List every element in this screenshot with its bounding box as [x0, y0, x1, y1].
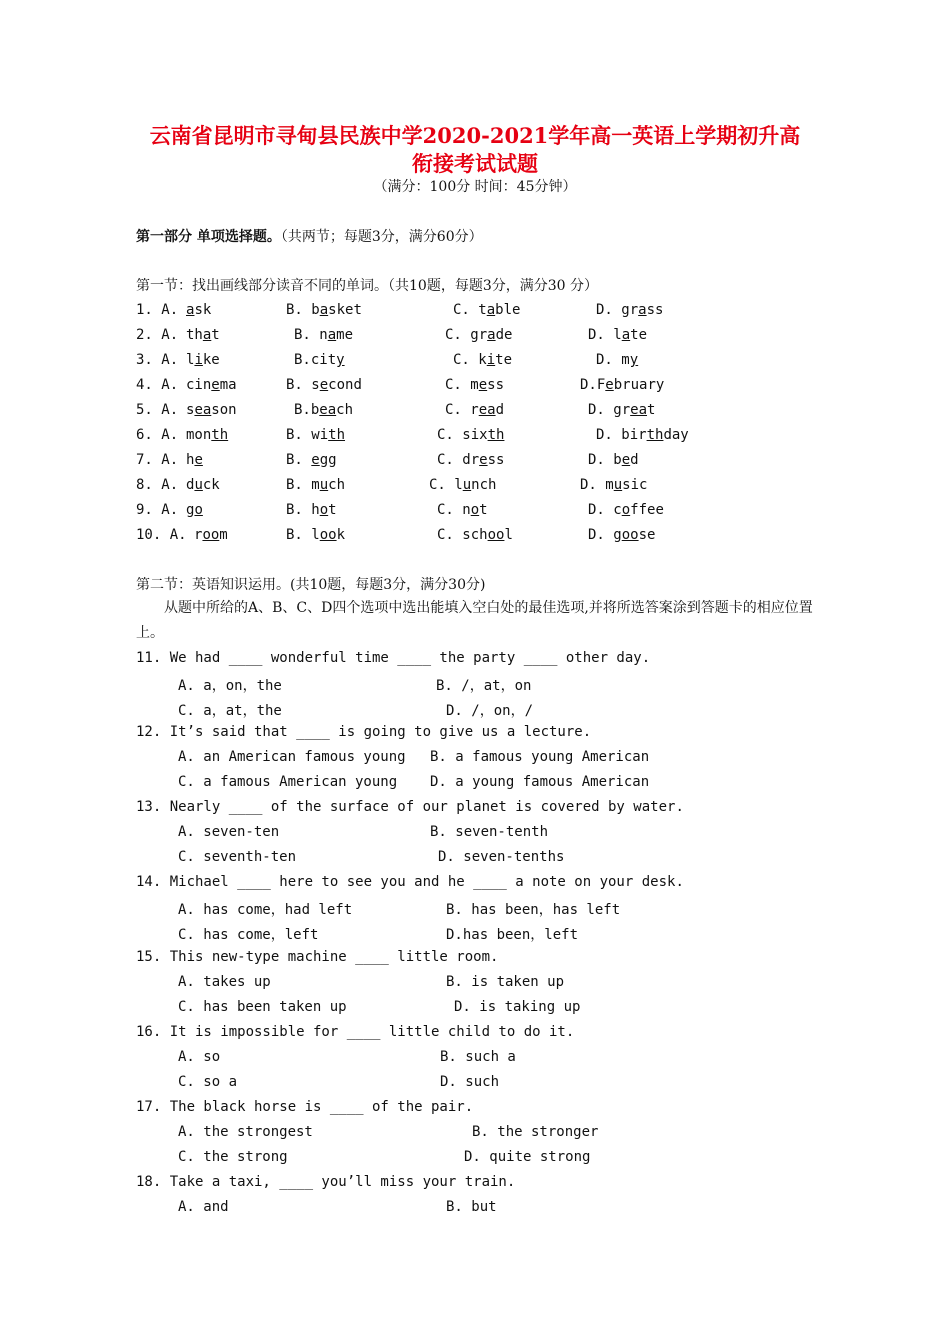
- question-stem: 13. Nearly ____ of the surface of our planet is covered by water.: [136, 799, 684, 815]
- underlined-part: oo: [202, 527, 220, 543]
- underlined-part: e: [311, 452, 320, 468]
- question-number: 4. A.: [136, 377, 179, 393]
- underlined-part: a: [319, 302, 329, 318]
- option-word: cinema: [186, 377, 237, 393]
- section2-instruction: 从题中所给的A、B、C、D四个选项中选出能填入空白处的最佳选项,并将所选答案涂到答题卡的相应位置上。: [136, 600, 813, 641]
- option-d: D. seven-tenths: [438, 849, 565, 865]
- underlined-part: e: [479, 452, 488, 468]
- option-c: C. so a: [178, 1074, 238, 1090]
- option-a: A. takes up: [178, 974, 271, 990]
- option-b: B. is taken up: [446, 974, 565, 990]
- option-word: B.city: [294, 352, 345, 368]
- option-word: B. egg: [286, 452, 337, 468]
- underlined-part: a: [486, 302, 496, 318]
- option-d: D. quite strong: [464, 1149, 591, 1165]
- option-word: D. coffee: [588, 502, 664, 518]
- underlined-part: a: [327, 327, 337, 343]
- section2-heading: 第二节：英语知识运用。(共10题，每题3分，满分30分): [136, 577, 486, 593]
- option-c: C. a，at，the: [178, 703, 282, 719]
- question-stem: 16. It is impossible for ____ little child to do it.: [136, 1024, 575, 1040]
- question-stem: 18. Take a taxi, ____ you’ll miss your train.: [136, 1174, 516, 1190]
- option-d: D. /，on，/: [446, 703, 534, 719]
- underlined-part: i: [194, 352, 203, 368]
- option-c: C. has come，left: [178, 927, 319, 943]
- underlined-part: oo: [319, 527, 337, 543]
- underlined-part: th: [211, 427, 229, 443]
- option-word: ask: [186, 302, 212, 318]
- option-word: D. goose: [588, 527, 656, 543]
- question-number: 6. A.: [136, 427, 179, 443]
- question-number: 9. A.: [136, 502, 179, 518]
- underlined-part: y: [336, 352, 345, 368]
- underlined-part: oo: [621, 527, 639, 543]
- option-a: A. the strongest: [178, 1124, 313, 1140]
- underlined-part: e: [194, 452, 203, 468]
- option-word: month: [186, 427, 229, 443]
- option-word: B. basket: [286, 302, 362, 318]
- option-a: A. an American famous young: [178, 749, 406, 765]
- option-word: D. my: [596, 352, 639, 368]
- option-word: that: [186, 327, 220, 343]
- option-word: C. read: [445, 402, 505, 418]
- underlined-part: th: [328, 427, 346, 443]
- option-word: B. look: [286, 527, 346, 543]
- option-word: room: [194, 527, 228, 543]
- underlined-part: a: [638, 302, 647, 318]
- option-d: D. a young famous American: [430, 774, 650, 790]
- option-a: A. and: [178, 1199, 229, 1215]
- underlined-part: u: [613, 477, 623, 493]
- option-word: he: [186, 452, 203, 468]
- option-c: C. the strong: [178, 1149, 288, 1165]
- option-b: B. the stronger: [472, 1124, 599, 1140]
- option-b: B. has been，has left: [446, 902, 621, 918]
- option-b: B. /，at，on: [436, 678, 532, 694]
- question-number: 3. A.: [136, 352, 179, 368]
- option-word: B. second: [286, 377, 362, 393]
- exam-subtitle: （满分：100分 时间：45分钟）: [373, 179, 577, 195]
- part1-title: 第一部分 单项选择题。: [136, 229, 281, 245]
- option-word: C. grade: [445, 327, 513, 343]
- option-word: D. birthday: [596, 427, 689, 443]
- option-d: D.has been，left: [446, 927, 579, 943]
- underlined-part: o: [621, 502, 631, 518]
- underlined-part: e: [605, 377, 614, 393]
- option-word: C. mess: [445, 377, 505, 393]
- question-stem: 15. This new-type machine ____ little room.: [136, 949, 499, 965]
- option-word: C. dress: [437, 452, 505, 468]
- option-word: D. grass: [596, 302, 664, 318]
- question-stem: 12. It’s said that ____ is going to give us a lecture.: [136, 724, 592, 740]
- question-stem: 14. Michael ____ here to see you and he ____ a note on your desk.: [136, 874, 684, 890]
- underlined-part: th: [646, 427, 664, 443]
- option-c: C. has been taken up: [178, 999, 347, 1015]
- underlined-part: ea: [478, 402, 496, 418]
- underlined-part: a: [202, 327, 212, 343]
- section1-heading: 第一节：找出画线部分读音不同的单词。（共10题，每题3分，满分30 分）: [136, 278, 598, 294]
- option-d: D. is taking up: [454, 999, 581, 1015]
- option-word: go: [186, 502, 203, 518]
- option-word: C. not: [437, 502, 488, 518]
- underlined-part: e: [211, 377, 220, 393]
- underlined-part: oo: [487, 527, 505, 543]
- underlined-part: ea: [194, 402, 212, 418]
- question-number: 1. A.: [136, 302, 179, 318]
- exam-title-line2: 衔接考试试题: [412, 151, 538, 176]
- option-word: D.February: [580, 377, 665, 393]
- option-d: D. such: [440, 1074, 500, 1090]
- option-word: C. table: [453, 302, 521, 318]
- option-a: A. so: [178, 1049, 221, 1065]
- option-a: A. seven-ten: [178, 824, 280, 840]
- underlined-part: o: [194, 502, 203, 518]
- option-b: B. such a: [440, 1049, 516, 1065]
- underlined-part: o: [319, 502, 329, 518]
- option-word: D. bed: [588, 452, 639, 468]
- underlined-part: a: [621, 327, 631, 343]
- underlined-part: u: [462, 477, 472, 493]
- question-number: 5. A.: [136, 402, 179, 418]
- option-word: duck: [186, 477, 220, 493]
- part1-note: （共两节；每题3分，满分60分）: [280, 229, 483, 245]
- option-word: B. much: [286, 477, 346, 493]
- option-word: D. music: [580, 477, 648, 493]
- option-word: C. lunch: [429, 477, 497, 493]
- option-c: C. seventh-ten: [178, 849, 297, 865]
- underlined-part: e: [319, 377, 329, 393]
- question-number: 10. A.: [136, 527, 187, 543]
- option-word: season: [186, 402, 237, 418]
- question-number: 2. A.: [136, 327, 179, 343]
- underlined-part: ea: [319, 402, 337, 418]
- exam-title-line1: 云南省昆明市寻甸县民族中学2020-2021学年高一英语上学期初升高: [149, 123, 801, 148]
- option-a: A. has come，had left: [178, 902, 353, 918]
- option-word: D. late: [588, 327, 648, 343]
- option-b: B. seven-tenth: [430, 824, 549, 840]
- option-word: B.beach: [294, 402, 354, 418]
- option-word: C. school: [437, 527, 513, 543]
- question-number: 7. A.: [136, 452, 179, 468]
- question-stem: 11. We had ____ wonderful time ____ the party ____ other day.: [136, 650, 651, 666]
- underlined-part: ea: [630, 402, 648, 418]
- option-word: like: [186, 352, 220, 368]
- option-word: C. sixth: [437, 427, 505, 443]
- underlined-part: u: [194, 477, 203, 493]
- option-word: B. with: [286, 427, 346, 443]
- underlined-part: e: [478, 377, 488, 393]
- option-word: C. kite: [453, 352, 513, 368]
- option-word: D. great: [588, 402, 656, 418]
- part1-heading: [136, 227, 483, 247]
- option-b: B. a famous young American: [430, 749, 650, 765]
- option-word: B. name: [294, 327, 354, 343]
- underlined-part: o: [470, 502, 480, 518]
- question-stem: 17. The black horse is ____ of the pair.: [136, 1099, 474, 1115]
- question-number: 8. A.: [136, 477, 179, 493]
- underlined-part: u: [319, 477, 329, 493]
- underlined-part: a: [186, 302, 195, 318]
- option-c: C. a famous American young: [178, 774, 398, 790]
- underlined-part: y: [629, 352, 639, 368]
- option-a: A. a，on，the: [178, 678, 282, 694]
- underlined-part: a: [487, 327, 496, 343]
- underlined-part: th: [487, 427, 505, 443]
- underlined-part: i: [486, 352, 496, 368]
- option-b: B. but: [446, 1199, 497, 1215]
- option-word: B. hot: [286, 502, 337, 518]
- underlined-part: e: [621, 452, 631, 468]
